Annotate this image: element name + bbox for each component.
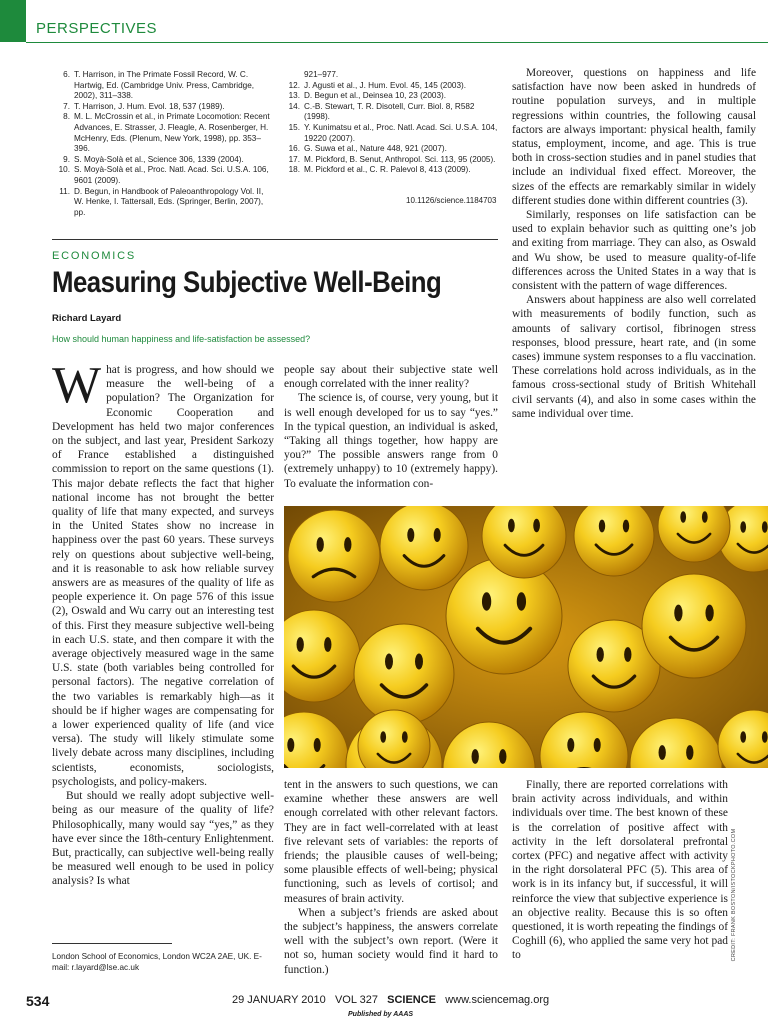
- reference-item: [56, 112, 274, 154]
- reference-item: [286, 81, 498, 92]
- reference-text: M. Pickford, B. Senut, Anthropol. Sci. 113, 95 (2005).: [304, 154, 496, 164]
- reference-text: S. Moyà-Solà et al., Science 306, 1339 (2004).: [74, 154, 244, 164]
- reference-text: S. Moyà-Solà et al., Proc. Natl. Acad. Sci. U.S.A. 106, 9601 (2009).: [74, 165, 269, 185]
- body-column-2: [284, 363, 498, 499]
- reference-number: 15.: [288, 122, 300, 132]
- section-color-tab: [0, 0, 26, 42]
- paragraph: But should we really adopt subjective well-being as our measure of the quality of life? Philosophically, many would say “yes,” as they have ever since the 18th-century Enlightenment. But, practically, can subjective well-being really be measured well enough to be used in policy analysis? Is what: [52, 790, 274, 888]
- reference-text: M. L. McCrossin et al., in Primate Locomotion: Recent Advances, E. Strasser, J. Fleagle, A. Rosenberger, H. McHenry, Eds. (Plenum, New York, 1998), pp. 353–396.: [74, 112, 270, 154]
- paragraph: Similarly, responses on life satisfaction can be used to explain behavior such as quitting one’s job and exiting from marriage. They can also, as Oswald and Wu show, be used to measure quality-of-life differences across the United States in a way that is consistent with the pattern of wage differences.: [512, 209, 756, 293]
- body-column-1: [52, 363, 274, 955]
- article-author: Richard Layard: [52, 313, 122, 324]
- reference-number: 10.: [58, 165, 70, 175]
- journal-site: www.sciencemag.org: [445, 994, 550, 1006]
- reference-number: 7.: [63, 101, 70, 111]
- reference-text: D. Begun et al., Deinsea 10, 23 (2003).: [304, 91, 447, 101]
- reference-item: [56, 165, 274, 186]
- reference-number: 14.: [288, 101, 300, 111]
- paragraph: tent in the answers to such questions, we can examine whether these answers are well enough correlated with other relevant factors. They are in fact well-correlated with at least five relevant sets of variables: the reports of friends; the plausible causes of well-being; some plausible effects of well-being; physical functioning, such as levels of cortisol; and measures of brain activity.: [284, 779, 498, 905]
- article-divider: [52, 239, 498, 240]
- paragraph: When a subject’s friends are asked about the subject’s happiness, the answers correlate well with the subject’s own report. (Were it not so, human society would find it hard to function.): [284, 906, 498, 976]
- photo-credit: [728, 820, 740, 970]
- body-column-3: [512, 66, 756, 498]
- smiley-face-icon: [380, 506, 468, 590]
- header-rule: [26, 42, 768, 43]
- reference-number: 13.: [288, 91, 300, 101]
- doi: 10.1126/science.1184703: [406, 196, 497, 205]
- reference-number: 16.: [288, 144, 300, 154]
- footnote-rule: [52, 943, 172, 944]
- reference-text: G. Suwa et al., Nature 448, 921 (2007).: [304, 144, 447, 154]
- download-notice: [738, 302, 764, 688]
- folio: [232, 994, 549, 1006]
- body-column-2-lower: [284, 778, 498, 978]
- paragraph: Answers about happiness are also well correlated with measurements of bodily function, such as amounts of salivary cortisol, fibrinogen stress responses, blood pressure, heart rate, and (in some cases) immune system responses to a flu vaccination. These correlations hold across individuals, as in the famous cross-sectional study of British Whitehall civil servants (4), and also in some cases within the same individual over time.: [512, 294, 756, 420]
- reference-text: T. Harrison, J. Hum. Evol. 18, 537 (1989).: [74, 101, 225, 111]
- reference-text: J. Agusti et al., J. Hum. Evol. 45, 145 (2003).: [304, 80, 467, 90]
- photo-credit-text: CREDIT: FRANK BOSTON/ISTOCKPHOTO.COM: [731, 828, 737, 962]
- article-section: ECONOMICS: [52, 250, 137, 262]
- drop-cap: W: [52, 363, 102, 414]
- reference-item: [286, 165, 498, 176]
- volume: VOL 327: [334, 994, 378, 1006]
- reference-item: [56, 102, 274, 113]
- reference-item: [286, 70, 498, 81]
- reference-number: 9.: [63, 154, 70, 164]
- reference-number: 17.: [288, 154, 300, 164]
- reference-text: Y. Kunimatsu et al., Proc. Natl. Acad. Sci. U.S.A. 104, 19220 (2007).: [304, 122, 498, 143]
- paragraph: hat is progress, and how should we measure the well-being of a population? The Organization for Economic Cooperation and Development has held two major conferences on the subject, and last year, President Sarkozy of France established a distinguished commission to report on the same questions (1). This major debate reflects the fact that higher national income has not brought the better quality of life that many expected, and surveys in the United States show no increase in happiness over the past 60 years. These surveys rely on questions about subjective well-being, and it is reasonable to ask how reliable survey answers are as measures of the quality of life as people experience it. On page 576 of this issue (2), Oswald and Wu carry out an interesting test of this. First they measure subjective well-being in each U.S. state, and then compare it with the average objectively measured wage in the same U.S. state (both variables being controlled for personal factors). The negative correlation of the two variables is remarkably high—as it should be if higher wages are compensating for a lower experienced quality of life (and vice versa). The study will likely stimulate some lively debate across many disciplines, including scientists, economists, sociologists, psychologists, and policy-makers.: [52, 364, 274, 788]
- smiley-illustration: [284, 506, 768, 768]
- smiley-face-icon: [354, 624, 454, 724]
- smiley-face-icon: [642, 574, 746, 678]
- smiley-faces-photo: [284, 506, 768, 768]
- published-by: Published by AAAS: [348, 1011, 414, 1018]
- reference-item: [286, 155, 498, 166]
- issue-date: 29 JANUARY 2010: [232, 994, 326, 1006]
- paragraph: people say about their subjective state well enough correlated with the inner reality?: [284, 364, 498, 391]
- reference-number: 8.: [63, 112, 70, 122]
- paragraph: Moreover, questions on happiness and life satisfaction have now been asked in hundreds of routine population surveys, and in multiple regressions within countries, the following causal factors are always important: physical health, family status, employment, income, and age. This is true both in cross-section studies and in panel studies that include an individual fixed effect. Moreover, the sizes of the effects are remarkably similar in widely different studies done within different countries (3).: [512, 67, 756, 207]
- author-affiliation: London School of Economics, London WC2A 2AE, UK. E-mail: r.layard@lse.ac.uk: [52, 952, 262, 972]
- journal-name: SCIENCE: [387, 994, 437, 1006]
- reference-text: 921–977.: [304, 70, 339, 79]
- article-deck: How should human happiness and life-satisfaction be assessed?: [52, 334, 311, 344]
- reference-item: [56, 155, 274, 166]
- reference-item: [286, 144, 498, 155]
- article-title: Measuring Subjective Well-Being: [52, 266, 442, 299]
- reference-item: [56, 70, 274, 102]
- reference-item: [286, 123, 498, 144]
- reference-text: C.-B. Stewart, T. R. Disotell, Curr. Biol. 8, R582 (1998).: [304, 101, 475, 122]
- paragraph: The science is, of course, very young, but it is well enough developed for us to say “yes.” In the typical question, an individual is asked, “Taking all things together, how happy are you?” The possible answers range from 0 (extremely unhappy) to 10 (extremely happy). To evaluate the information con-: [284, 392, 498, 490]
- smiley-face-icon: [446, 558, 562, 674]
- reference-text: M. Pickford et al., C. R. Palevol 8, 413 (2009).: [304, 165, 471, 175]
- reference-number: [286, 70, 300, 81]
- reference-number: 18.: [288, 165, 300, 175]
- body-column-3-lower: [512, 778, 728, 990]
- reference-item: [56, 187, 274, 219]
- references-right: [286, 70, 498, 176]
- reference-item: [286, 91, 498, 102]
- smiley-face-icon: [288, 510, 380, 602]
- reference-number: 11.: [59, 186, 70, 196]
- reference-text: D. Begun, in Handbook of Paleoanthropology Vol. II, W. Henke, I. Tattersall, Eds. (Springer, Berlin, 2007), pp.: [74, 186, 264, 217]
- reference-item: [286, 102, 498, 123]
- section-label: PERSPECTIVES: [36, 20, 158, 37]
- reference-number: 12.: [288, 80, 300, 90]
- reference-number: 6.: [63, 70, 70, 79]
- references-left: [56, 70, 274, 218]
- page-number: 534: [26, 993, 50, 1009]
- reference-text: T. Harrison, in The Primate Fossil Record, W. C. Hartwig, Ed. (Cambridge Univ. Press, Cambridge, 2002), 311–338.: [74, 70, 255, 101]
- paragraph: Finally, there are reported correlations with brain activity across individuals, and within individuals over time. The best known of these is the correlation of positive affect with activity in the left dorsolateral prefrontal cortex (PFC) and negative affect with activity in the right dorsolateral PFC (5). This area of work is in its infancy but, if successful, it will reinforce the view that subjective experience is an objective reality. Because this is so often questioned, it is worth repeating the findings of Coghill (6), who applied the same very hot pad to: [512, 779, 728, 962]
